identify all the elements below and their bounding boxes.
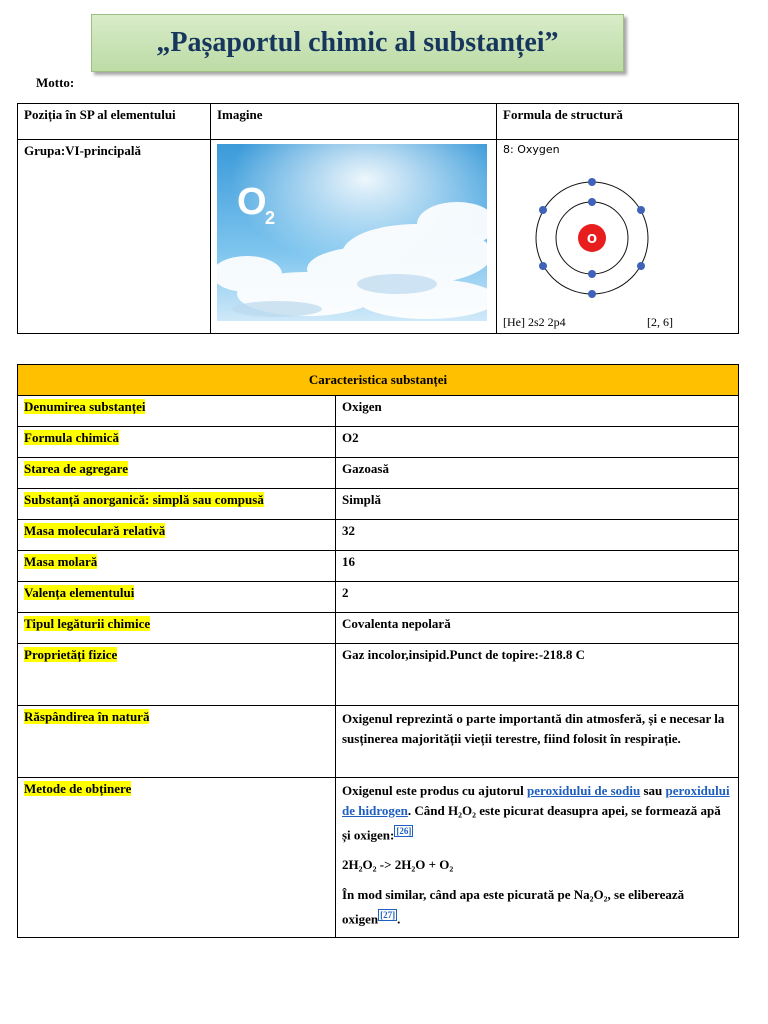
electron bbox=[588, 290, 596, 298]
electron bbox=[539, 262, 547, 270]
row-value: O2 bbox=[336, 427, 739, 458]
electron bbox=[637, 206, 645, 214]
row-value: Gaz incolor,insipid.Punct de topire:-218.8 C bbox=[336, 644, 739, 706]
title-banner bbox=[91, 14, 624, 72]
oxygen-sky-image bbox=[217, 144, 487, 321]
equation: 2H₂O₂ -> 2H₂O + O₂ bbox=[342, 857, 454, 873]
row-label: Valența elementului bbox=[24, 585, 135, 600]
row-label: Starea de agregare bbox=[24, 461, 128, 476]
structure-cell bbox=[497, 140, 739, 334]
row-label: Metode de obținere bbox=[24, 781, 132, 796]
table-row bbox=[18, 396, 739, 427]
overview-table bbox=[17, 103, 739, 334]
row-value: Covalenta nepolară bbox=[336, 613, 739, 644]
bohr-model-diagram bbox=[527, 173, 657, 303]
row-label: Proprietăți fizice bbox=[24, 647, 118, 662]
method-paragraph-1: Oxigenul este produs cu ajutorul peroxidului de sodiu sau peroxidului de hidrogen. Când H₂O₂ este picurat deasupra apei, se formează apă și oxigen: [26] bbox=[342, 783, 730, 843]
row-value: Oxigenul reprezintă o parte importantă din atmosferă, și e necesar la susținerea majorității vieții terestre, fiind folosit în respirație. bbox=[336, 706, 739, 778]
row-value: 2 bbox=[336, 582, 739, 613]
table-row bbox=[18, 551, 739, 582]
table-row bbox=[18, 427, 739, 458]
table-row bbox=[18, 778, 739, 938]
row-label: Masa molară bbox=[24, 554, 98, 569]
electron bbox=[539, 206, 547, 214]
electron bbox=[588, 270, 596, 278]
row-value: Simplă bbox=[336, 489, 739, 520]
electron bbox=[637, 262, 645, 270]
shell-config: [2, 6] bbox=[647, 315, 673, 329]
reference-link-26[interactable]: [26] bbox=[396, 826, 412, 836]
nucleus-symbol: O bbox=[586, 232, 598, 246]
atom-name: 8: Oxygen bbox=[503, 143, 560, 156]
row-label: Răspândirea în natură bbox=[24, 709, 150, 724]
o2-label: O bbox=[237, 181, 267, 223]
table-row bbox=[18, 613, 739, 644]
motto-label: Motto: bbox=[36, 75, 75, 90]
electron-config: [He] 2s2 2p4 bbox=[503, 315, 566, 329]
row-value: 32 bbox=[336, 520, 739, 551]
row-label: Tipul legăturii chimice bbox=[24, 616, 151, 631]
table-row bbox=[18, 520, 739, 551]
row-label: Substanță anorganică: simplă sau compusă bbox=[24, 492, 264, 507]
methods-cell bbox=[336, 778, 739, 938]
page-title: „Pașaportul chimic al substanței” bbox=[156, 27, 559, 58]
header-image: Imagine bbox=[211, 104, 497, 140]
table-row bbox=[18, 489, 739, 520]
method-paragraph-2: În mod similar, când apa este picurată pe Na₂O₂, se eliberează oxigen [27] . bbox=[342, 887, 685, 927]
reference-link-27[interactable]: [27] bbox=[380, 910, 396, 921]
table-row bbox=[18, 582, 739, 613]
o2-subscript: 2 bbox=[265, 208, 276, 228]
row-label: Formula chimică bbox=[24, 430, 119, 445]
table-row bbox=[18, 644, 739, 706]
row-label: Masa moleculară relativă bbox=[24, 523, 166, 538]
group-cell: Grupa:VI-principală bbox=[18, 140, 211, 334]
header-structure: Formula de structură bbox=[497, 104, 739, 140]
table-row bbox=[18, 458, 739, 489]
row-value: Gazoasă bbox=[336, 458, 739, 489]
image-cell bbox=[211, 140, 497, 334]
electron bbox=[588, 198, 596, 206]
characteristics-header: Caracteristica substanței bbox=[18, 365, 739, 396]
row-value: 16 bbox=[336, 551, 739, 582]
electron bbox=[588, 178, 596, 186]
link-hydrogen-peroxide[interactable]: peroxidului de hidrogen bbox=[342, 783, 730, 818]
row-label: Denumirea substanței bbox=[24, 399, 146, 414]
header-position: Poziția în SP al elementului bbox=[18, 104, 211, 140]
characteristics-table bbox=[17, 364, 739, 938]
table-row bbox=[18, 706, 739, 778]
link-sodium-peroxide[interactable]: peroxidului de sodiu bbox=[527, 783, 641, 798]
row-value: Oxigen bbox=[336, 396, 739, 427]
